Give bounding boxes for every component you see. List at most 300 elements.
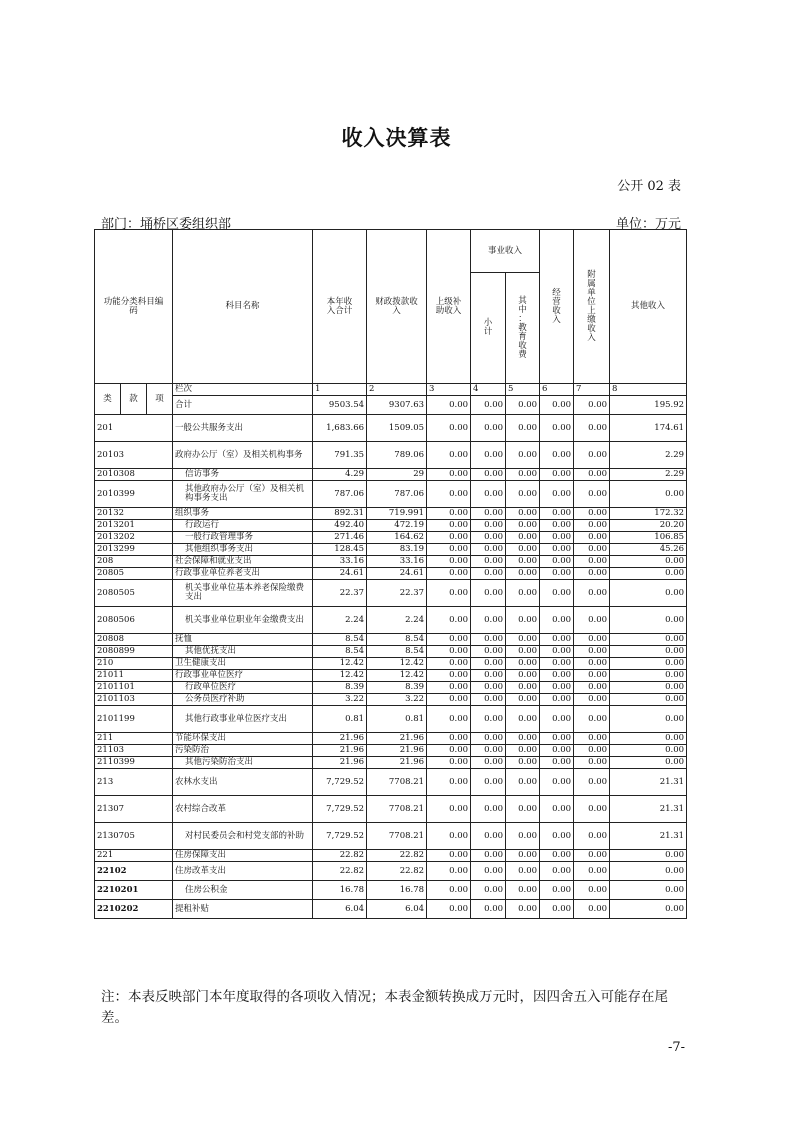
amount-cell: 0.00 xyxy=(540,520,574,532)
func-code-cell: 20132 xyxy=(95,508,173,520)
subject-name-cell: 农林水支出 xyxy=(173,769,313,796)
amount-cell: 0.00 xyxy=(427,646,471,658)
subject-name-cell: 节能环保支出 xyxy=(173,733,313,745)
amount-cell: 0.00 xyxy=(610,556,687,568)
amount-cell: 892.31 xyxy=(313,508,367,520)
header-subtotal: 小 计 xyxy=(471,273,506,384)
func-code-cell: 2101199 xyxy=(95,706,173,733)
func-code-cell: 22102 xyxy=(95,862,173,881)
amount-cell: 0.00 xyxy=(427,508,471,520)
amount-cell: 21.96 xyxy=(313,757,367,769)
amount-cell: 0.00 xyxy=(540,850,574,862)
amount-cell: 0.00 xyxy=(506,658,540,670)
amount-cell: 21.96 xyxy=(367,757,427,769)
amount-cell: 0.00 xyxy=(427,634,471,646)
amount-cell: 0.00 xyxy=(540,682,574,694)
amount-cell: 0.00 xyxy=(540,823,574,850)
amount-cell: 16.78 xyxy=(367,881,427,900)
amount-cell: 0.00 xyxy=(471,481,506,508)
amount-cell: 83.19 xyxy=(367,544,427,556)
col-index: 1 xyxy=(313,384,367,396)
subject-name-cell: 其他政府办公厅（室）及相关机构事务支出 xyxy=(173,481,313,508)
amount-cell: 8.54 xyxy=(313,634,367,646)
amount-cell: 472.19 xyxy=(367,520,427,532)
func-code-cell: 210 xyxy=(95,658,173,670)
amount-cell: 0.00 xyxy=(471,823,506,850)
amount-cell: 0.00 xyxy=(574,769,610,796)
amount-cell: 0.00 xyxy=(471,556,506,568)
amount-cell: 0.00 xyxy=(610,850,687,862)
subject-name-cell: 其他组织事务支出 xyxy=(173,544,313,556)
table-row xyxy=(95,745,687,757)
amount-cell: 6.04 xyxy=(367,900,427,919)
table-row xyxy=(95,823,687,850)
amount-cell: 0.00 xyxy=(574,556,610,568)
amount-cell: 0.00 xyxy=(506,544,540,556)
amount-cell: 0.00 xyxy=(574,900,610,919)
amount-cell: 7,729.52 xyxy=(313,769,367,796)
total-label: 合计 xyxy=(173,396,313,415)
amount-cell: 0.00 xyxy=(427,658,471,670)
amount-cell: 0.81 xyxy=(313,706,367,733)
func-code-cell: 2110399 xyxy=(95,757,173,769)
amount-cell: 0.81 xyxy=(367,706,427,733)
amount-cell: 0.00 xyxy=(610,706,687,733)
amount-cell: 1509.05 xyxy=(367,415,427,442)
total-cell: 0.00 xyxy=(540,396,574,415)
amount-cell: 0.00 xyxy=(506,442,540,469)
amount-cell: 0.00 xyxy=(427,745,471,757)
amount-cell: 21.31 xyxy=(610,796,687,823)
amount-cell: 0.00 xyxy=(471,706,506,733)
amount-cell: 0.00 xyxy=(427,733,471,745)
table-row xyxy=(95,544,687,556)
amount-cell: 8.54 xyxy=(313,646,367,658)
amount-cell: 0.00 xyxy=(506,682,540,694)
subject-name-cell: 机关事业单位职业年金缴费支出 xyxy=(173,607,313,634)
amount-cell: 0.00 xyxy=(471,694,506,706)
amount-cell: 7708.21 xyxy=(367,769,427,796)
amount-cell: 0.00 xyxy=(574,670,610,682)
amount-cell: 24.61 xyxy=(313,568,367,580)
amount-cell: 0.00 xyxy=(427,442,471,469)
amount-cell: 3.22 xyxy=(313,694,367,706)
subject-name-cell: 信访事务 xyxy=(173,469,313,481)
amount-cell: 0.00 xyxy=(506,568,540,580)
amount-cell: 0.00 xyxy=(471,508,506,520)
func-code-cell: 2130705 xyxy=(95,823,173,850)
amount-cell: 21.96 xyxy=(313,733,367,745)
amount-cell: 8.54 xyxy=(367,646,427,658)
func-code-cell: 20808 xyxy=(95,634,173,646)
subject-name-cell: 机关事业单位基本养老保险缴费支出 xyxy=(173,580,313,607)
amount-cell: 0.00 xyxy=(574,580,610,607)
header-lei: 类 xyxy=(95,384,121,415)
amount-cell: 0.00 xyxy=(540,469,574,481)
amount-cell: 789.06 xyxy=(367,442,427,469)
department-label: 部门：埇桥区委组织部 xyxy=(101,217,232,232)
amount-cell: 0.00 xyxy=(574,757,610,769)
amount-cell: 0.00 xyxy=(506,733,540,745)
amount-cell: 0.00 xyxy=(540,544,574,556)
header-total: 本年收入合计 xyxy=(313,230,367,384)
amount-cell: 0.00 xyxy=(610,481,687,508)
amount-cell: 0.00 xyxy=(427,469,471,481)
subject-name-cell: 其他污染防治支出 xyxy=(173,757,313,769)
amount-cell: 0.00 xyxy=(540,646,574,658)
amount-cell: 0.00 xyxy=(610,694,687,706)
amount-cell: 0.00 xyxy=(427,580,471,607)
col-index: 7 xyxy=(574,384,610,396)
subject-name-cell: 行政运行 xyxy=(173,520,313,532)
table-row xyxy=(95,568,687,580)
subject-name-cell: 其他优抚支出 xyxy=(173,646,313,658)
amount-cell: 0.00 xyxy=(506,706,540,733)
income-table xyxy=(94,229,687,919)
total-cell: 0.00 xyxy=(574,396,610,415)
table-row xyxy=(95,532,687,544)
table-row xyxy=(95,658,687,670)
amount-cell: 0.00 xyxy=(427,862,471,881)
amount-cell: 2.29 xyxy=(610,469,687,481)
amount-cell: 29 xyxy=(367,469,427,481)
table-row xyxy=(95,694,687,706)
amount-cell: 0.00 xyxy=(610,757,687,769)
subject-name-cell: 行政事业单位养老支出 xyxy=(173,568,313,580)
amount-cell: 0.00 xyxy=(471,733,506,745)
header-kuan: 款 xyxy=(121,384,147,415)
amount-cell: 0.00 xyxy=(540,862,574,881)
total-cell: 0.00 xyxy=(506,396,540,415)
header-xiang: 项 xyxy=(147,384,173,415)
amount-cell: 0.00 xyxy=(471,682,506,694)
amount-cell: 0.00 xyxy=(574,694,610,706)
header-upper: 上级补助收入 xyxy=(427,230,471,384)
amount-cell: 0.00 xyxy=(427,607,471,634)
col-index: 3 xyxy=(427,384,471,396)
amount-cell: 0.00 xyxy=(471,544,506,556)
table-row xyxy=(95,508,687,520)
amount-cell: 0.00 xyxy=(610,607,687,634)
amount-cell: 787.06 xyxy=(367,481,427,508)
amount-cell: 719.991 xyxy=(367,508,427,520)
amount-cell: 0.00 xyxy=(427,694,471,706)
table-row xyxy=(95,769,687,796)
table-row xyxy=(95,469,687,481)
amount-cell: 21.96 xyxy=(367,733,427,745)
amount-cell: 0.00 xyxy=(506,580,540,607)
amount-cell: 0.00 xyxy=(427,796,471,823)
subject-name-cell: 政府办公厅（室）及相关机构事务 xyxy=(173,442,313,469)
amount-cell: 0.00 xyxy=(610,682,687,694)
func-code-cell: 2010308 xyxy=(95,469,173,481)
subject-name-cell: 提租补贴 xyxy=(173,900,313,919)
table-row xyxy=(95,757,687,769)
amount-cell: 0.00 xyxy=(427,900,471,919)
func-code-cell: 21103 xyxy=(95,745,173,757)
amount-cell: 0.00 xyxy=(506,670,540,682)
func-code-cell: 2210202 xyxy=(95,900,173,919)
amount-cell: 0.00 xyxy=(427,757,471,769)
amount-cell: 0.00 xyxy=(471,520,506,532)
amount-cell: 0.00 xyxy=(471,634,506,646)
amount-cell: 174.61 xyxy=(610,415,687,442)
amount-cell: 0.00 xyxy=(506,850,540,862)
func-code-cell: 2013201 xyxy=(95,520,173,532)
amount-cell: 21.96 xyxy=(313,745,367,757)
amount-cell: 0.00 xyxy=(610,580,687,607)
subject-name-cell: 其他行政事业单位医疗支出 xyxy=(173,706,313,733)
amount-cell: 0.00 xyxy=(427,682,471,694)
subject-name-cell: 公务员医疗补助 xyxy=(173,694,313,706)
amount-cell: 0.00 xyxy=(540,442,574,469)
amount-cell: 0.00 xyxy=(471,568,506,580)
func-code-cell: 21011 xyxy=(95,670,173,682)
amount-cell: 0.00 xyxy=(574,733,610,745)
subject-name-cell: 住房公积金 xyxy=(173,881,313,900)
amount-cell: 12.42 xyxy=(367,670,427,682)
amount-cell: 0.00 xyxy=(471,769,506,796)
func-code-cell: 2010399 xyxy=(95,481,173,508)
amount-cell: 0.00 xyxy=(574,415,610,442)
amount-cell: 0.00 xyxy=(540,580,574,607)
amount-cell: 0.00 xyxy=(540,733,574,745)
amount-cell: 0.00 xyxy=(506,481,540,508)
func-code-cell: 211 xyxy=(95,733,173,745)
subject-name-cell: 卫生健康支出 xyxy=(173,658,313,670)
amount-cell: 0.00 xyxy=(471,745,506,757)
func-code-cell: 2080506 xyxy=(95,607,173,634)
amount-cell: 7,729.52 xyxy=(313,796,367,823)
func-code-cell: 213 xyxy=(95,769,173,796)
amount-cell: 0.00 xyxy=(471,646,506,658)
amount-cell: 0.00 xyxy=(574,658,610,670)
amount-cell: 0.00 xyxy=(540,796,574,823)
amount-cell: 0.00 xyxy=(610,745,687,757)
amount-cell: 0.00 xyxy=(506,745,540,757)
table-row xyxy=(95,634,687,646)
amount-cell: 16.78 xyxy=(313,881,367,900)
amount-cell: 22.82 xyxy=(313,862,367,881)
amount-cell: 0.00 xyxy=(506,769,540,796)
table-row xyxy=(95,520,687,532)
amount-cell: 0.00 xyxy=(574,469,610,481)
amount-cell: 20.20 xyxy=(610,520,687,532)
amount-cell: 0.00 xyxy=(427,769,471,796)
amount-cell: 0.00 xyxy=(506,508,540,520)
func-code-cell: 221 xyxy=(95,850,173,862)
amount-cell: 0.00 xyxy=(471,658,506,670)
amount-cell: 0.00 xyxy=(506,757,540,769)
amount-cell: 0.00 xyxy=(471,796,506,823)
amount-cell: 0.00 xyxy=(427,532,471,544)
amount-cell: 0.00 xyxy=(574,544,610,556)
func-code-cell: 201 xyxy=(95,415,173,442)
total-cell: 0.00 xyxy=(471,396,506,415)
unit-label: 单位：万元 xyxy=(615,217,681,232)
amount-cell: 0.00 xyxy=(427,544,471,556)
amount-cell: 0.00 xyxy=(574,568,610,580)
amount-cell: 0.00 xyxy=(427,568,471,580)
header-career: 事业收入 xyxy=(471,230,540,273)
table-row xyxy=(95,442,687,469)
subject-name-cell: 一般公共服务支出 xyxy=(173,415,313,442)
func-code-cell: 2080899 xyxy=(95,646,173,658)
amount-cell: 0.00 xyxy=(540,881,574,900)
amount-cell: 0.00 xyxy=(540,769,574,796)
amount-cell: 0.00 xyxy=(574,508,610,520)
func-code-cell: 2101103 xyxy=(95,694,173,706)
amount-cell: 1,683.66 xyxy=(313,415,367,442)
amount-cell: 12.42 xyxy=(367,658,427,670)
subject-name-cell: 对村民委员会和村党支部的补助 xyxy=(173,823,313,850)
amount-cell: 8.39 xyxy=(367,682,427,694)
subject-name-cell: 组织事务 xyxy=(173,508,313,520)
amount-cell: 0.00 xyxy=(427,881,471,900)
amount-cell: 0.00 xyxy=(540,607,574,634)
amount-cell: 45.26 xyxy=(610,544,687,556)
footnote: 注：本表反映部门本年度取得的各项收入情况；本表金额转换成万元时，因四舍五入可能存在尾差。 xyxy=(101,989,668,1026)
table-row xyxy=(95,881,687,900)
amount-cell: 0.00 xyxy=(506,415,540,442)
amount-cell: 0.00 xyxy=(610,733,687,745)
table-row xyxy=(95,733,687,745)
amount-cell: 0.00 xyxy=(427,520,471,532)
func-code-cell: 2080505 xyxy=(95,580,173,607)
amount-cell: 164.62 xyxy=(367,532,427,544)
amount-cell: 0.00 xyxy=(574,850,610,862)
amount-cell: 0.00 xyxy=(540,658,574,670)
func-code-cell: 2013299 xyxy=(95,544,173,556)
amount-cell: 0.00 xyxy=(427,415,471,442)
amount-cell: 0.00 xyxy=(427,706,471,733)
amount-cell: 0.00 xyxy=(471,862,506,881)
subject-name-cell: 污染防治 xyxy=(173,745,313,757)
amount-cell: 791.35 xyxy=(313,442,367,469)
amount-cell: 22.82 xyxy=(313,850,367,862)
amount-cell: 492.40 xyxy=(313,520,367,532)
amount-cell: 0.00 xyxy=(471,442,506,469)
table-row xyxy=(95,682,687,694)
func-code-cell: 20805 xyxy=(95,568,173,580)
table-row xyxy=(95,862,687,881)
total-cell: 195.92 xyxy=(610,396,687,415)
amount-cell: 0.00 xyxy=(471,881,506,900)
amount-cell: 0.00 xyxy=(427,481,471,508)
amount-cell: 0.00 xyxy=(506,881,540,900)
header-other: 其他收入 xyxy=(610,230,687,384)
amount-cell: 0.00 xyxy=(540,568,574,580)
table-row xyxy=(95,580,687,607)
amount-cell: 12.42 xyxy=(313,658,367,670)
amount-cell: 3.22 xyxy=(367,694,427,706)
subject-name-cell: 一般行政管理事务 xyxy=(173,532,313,544)
amount-cell: 0.00 xyxy=(506,694,540,706)
amount-cell: 0.00 xyxy=(506,520,540,532)
table-row xyxy=(95,796,687,823)
amount-cell: 0.00 xyxy=(471,580,506,607)
amount-cell: 8.39 xyxy=(313,682,367,694)
col-index: 8 xyxy=(610,384,687,396)
amount-cell: 0.00 xyxy=(540,706,574,733)
col-index: 6 xyxy=(540,384,574,396)
amount-cell: 0.00 xyxy=(574,532,610,544)
amount-cell: 33.16 xyxy=(313,556,367,568)
amount-cell: 0.00 xyxy=(471,607,506,634)
amount-cell: 0.00 xyxy=(427,556,471,568)
amount-cell: 2.24 xyxy=(313,607,367,634)
subject-name-cell: 住房保障支出 xyxy=(173,850,313,862)
amount-cell: 4.29 xyxy=(313,469,367,481)
amount-cell: 0.00 xyxy=(574,634,610,646)
amount-cell: 8.54 xyxy=(367,634,427,646)
amount-cell: 0.00 xyxy=(540,634,574,646)
table-row xyxy=(95,607,687,634)
amount-cell: 0.00 xyxy=(427,850,471,862)
subject-name-cell: 住房改革支出 xyxy=(173,862,313,881)
header-edu: 其 中 ： 教 育 收 费 xyxy=(506,273,540,384)
table-row xyxy=(95,670,687,682)
amount-cell: 0.00 xyxy=(540,670,574,682)
amount-cell: 0.00 xyxy=(574,881,610,900)
col-index: 4 xyxy=(471,384,506,396)
func-code-cell: 2101101 xyxy=(95,682,173,694)
amount-cell: 0.00 xyxy=(540,508,574,520)
func-code-cell: 20103 xyxy=(95,442,173,469)
total-cell: 0.00 xyxy=(427,396,471,415)
func-code-cell: 21307 xyxy=(95,796,173,823)
amount-cell: 0.00 xyxy=(506,646,540,658)
header-oper: 经 营 收 入 xyxy=(540,230,574,384)
amount-cell: 0.00 xyxy=(574,796,610,823)
amount-cell: 7708.21 xyxy=(367,796,427,823)
page-title: 收入决算表 xyxy=(341,126,452,150)
subject-name-cell: 行政事业单位医疗 xyxy=(173,670,313,682)
amount-cell: 0.00 xyxy=(427,670,471,682)
amount-cell: 787.06 xyxy=(313,481,367,508)
amount-cell: 0.00 xyxy=(540,556,574,568)
amount-cell: 0.00 xyxy=(610,670,687,682)
amount-cell: 0.00 xyxy=(506,532,540,544)
amount-cell: 0.00 xyxy=(471,850,506,862)
func-code-cell: 2210201 xyxy=(95,881,173,900)
amount-cell: 0.00 xyxy=(574,823,610,850)
subject-name-cell: 行政单位医疗 xyxy=(173,682,313,694)
amount-cell: 0.00 xyxy=(574,745,610,757)
amount-cell: 0.00 xyxy=(574,646,610,658)
amount-cell: 0.00 xyxy=(471,900,506,919)
amount-cell: 0.00 xyxy=(610,658,687,670)
amount-cell: 0.00 xyxy=(574,607,610,634)
page-number: -7- xyxy=(667,1040,685,1055)
func-code-cell: 208 xyxy=(95,556,173,568)
amount-cell: 21.96 xyxy=(367,745,427,757)
table-row xyxy=(95,415,687,442)
amount-cell: 0.00 xyxy=(540,532,574,544)
amount-cell: 0.00 xyxy=(471,415,506,442)
amount-cell: 128.45 xyxy=(313,544,367,556)
table-row xyxy=(95,646,687,658)
col-index: 5 xyxy=(506,384,540,396)
header-func-code: 功能分类科目编码 xyxy=(95,230,173,384)
amount-cell: 22.82 xyxy=(367,862,427,881)
amount-cell: 0.00 xyxy=(471,757,506,769)
amount-cell: 0.00 xyxy=(540,415,574,442)
amount-cell: 0.00 xyxy=(610,568,687,580)
amount-cell: 22.37 xyxy=(367,580,427,607)
form-number: 公开 02 表 xyxy=(617,179,681,194)
amount-cell: 0.00 xyxy=(540,694,574,706)
